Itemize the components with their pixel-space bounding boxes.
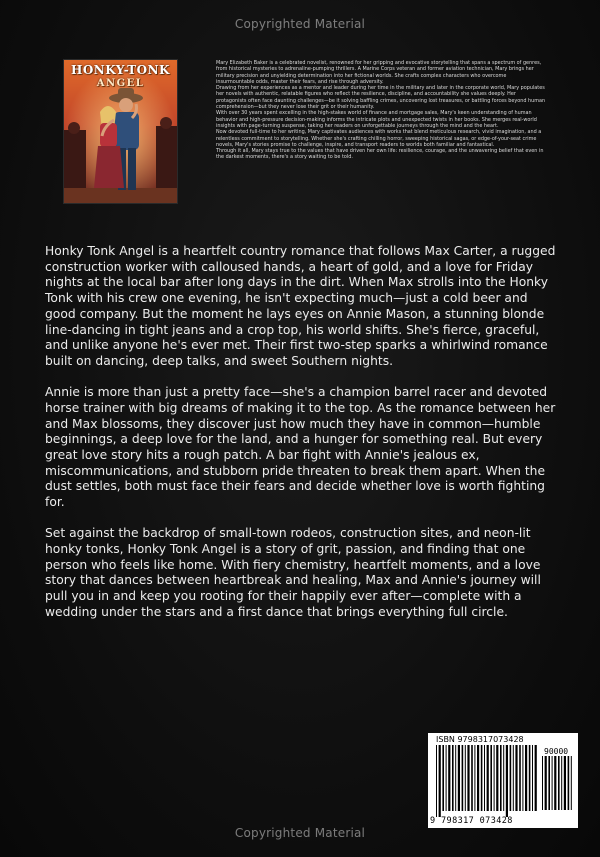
barcode-bar [448,745,450,811]
blurb-paragraph: Set against the backdrop of small-town rodeos, construction sites, and neon-lit honky tonks, Honky Tonk Angel is a story of grit, passion, and finding that one person who feels like home. With fiery chemistry, heartfelt moments, and a love story that dances between heartbreak and healing, Max and Annie's journey will pull you in and keep you rooting for their happily ever after—complete with a wedding under the stars and a first dance that brings everything full circle. [45,526,541,619]
cover-title-line2: ANGEL [96,78,145,89]
barcode-bar [552,756,553,810]
barcode-bar [452,745,454,811]
barcode-bar [522,745,523,811]
barcode-bar [490,745,492,811]
barcode-bar [465,745,466,811]
barcode-bar [474,745,475,811]
barcode-bar [458,745,460,811]
barcode-bar [548,756,550,810]
barcode-bar [529,745,531,811]
barcode-bar [481,745,483,811]
barcode-bar [510,745,512,811]
barcode-bars [436,745,540,817]
cover-title-line1: HONKY-TONK [70,63,170,77]
barcode-bar [477,745,479,811]
barcode-bar [484,745,485,811]
barcode-bar [500,745,502,811]
barcode-bar [525,745,527,811]
bio-paragraph: With over 30 years spent excelling in the high-stakes world of finance and mortgage sales, Mary's keen understanding of human behavior and high-pressure decision-making informs the intricate plots and unexpected twists in her books. She merges real-world insights with page-turning suspense, taking her readers on unforgettable journeys through the mind and the heart. [216,110,537,129]
barcode-bar [471,745,473,811]
barcode-bar [561,756,562,810]
bio-paragraph: Mary Elizabeth Baker is a celebrated novelist, renowned for her gripping and evocative storytelling that spans a spectrum of genres, from historical mysteries to adrenaline-pumping thrillers. A Marine Corps veteran and former aviation technician, Mary brings her military precision and unyielding determination into her fictional worlds. She crafts complex characters who overcome insurmountable odds, master their fears, and rise through adversity. [216,60,542,85]
barcode-bar [455,745,456,811]
watermark-bottom: Copyrighted Material [234,826,366,840]
bio-paragraph: Drawing from her experiences as a mentor and leader during her time in the military and later in the corporate world, Mary populates her novels with authentic, relatable figures who reflect the resilience, discipline, and accountability she values deeply. Her protagonists often face daunting challenges—be it solving baffling crimes, uncovering lost treasures, or battling forces beyond human comprehension—but they never lose their grit or their humanity. [216,85,546,111]
isbn-label: ISBN 9798317073428 [436,735,524,744]
cover-title [64,64,177,90]
barcode-bar [496,745,498,811]
barcode-bar [442,745,444,811]
watermark-top: Copyrighted Material [234,17,366,31]
barcode-bar [568,756,570,810]
price-code: 90000 [544,747,569,756]
author-bio [216,60,546,161]
bio-paragraph: Now devoted full-time to her writing, Mary captivates audiences with works that blend meticulous research, vivid imagination, and a relentless commitment to storytelling. Whether she's crafting chilling horror, sweeping historical sagas, or edge-of-your-seat crime novels, Mary's stories promise to challenge, inspire, and transport readers to worlds both familiar and fantastical. [216,129,542,148]
barcode-bar [487,745,489,811]
barcode-bar [564,756,566,810]
barcode-bar [558,756,560,810]
blurb-paragraph: Honky Tonk Angel is a heartfelt country romance that follows Max Carter, a rugged construction worker with calloused hands, a heart of gold, and a love for Friday nights at the local bar after long days in the dirt. When Max strolls into the Honky Tonk with his crew one evening, he isn't expecting much—just a cold beer and good company. But the moment he lays eyes on Annie Mason, a stunning blonde line-dancing in tight jeans and a crop top, his world shifts. She's fierce, graceful, and unlike anyone he's ever met. Their first two-step sparks a whirlwind romance built on dancing, deep talks, and sweet Southern nights. [45,244,556,368]
bio-paragraph: Through it all, Mary stays true to the values that have driven her own life: resilience, courage, and the unwavering belief that even in the darkest moments, there's a story waiting to be told. [216,148,544,161]
barcode-bar [515,745,517,811]
barcode-bar [532,745,533,811]
blurb-paragraph: Annie is more than just a pretty face—she's a champion barrel racer and devoted horse trainer with big dreams of making it to the top. As the romance between her and Max blossoms, they discover just how much they have in common—humble beginnings, a deep love for the land, and a hunger for something real. But every great love story hits a rough patch. A bar fight with Annie's jealous ex, miscommunications, and stubborn pride threaten to break them apart. When the dust settles, both must face their fears and decide whether love is worth fighting for. [45,385,556,510]
book-blurb [45,244,560,636]
barcode-bar [571,756,572,810]
barcode-bar [542,756,543,810]
barcode-bar [519,745,521,811]
barcode-addon-bars [542,756,574,816]
barcode-bar [494,745,495,811]
cover-thumbnail [63,59,178,204]
isbn-barcode [428,733,578,828]
barcode-bar [439,745,441,817]
barcode-bar [554,756,556,810]
barcode-bar [506,745,508,817]
barcode-bar [462,745,464,811]
barcode-bar [436,745,437,817]
barcode-bar [513,745,514,811]
barcode-bar [535,745,537,811]
barcode-bar [545,756,547,810]
barcode-bar [446,745,447,811]
ean-digits: 9 798317 073428 [430,816,513,826]
barcode-bar [503,745,504,811]
barcode-bar [467,745,469,811]
